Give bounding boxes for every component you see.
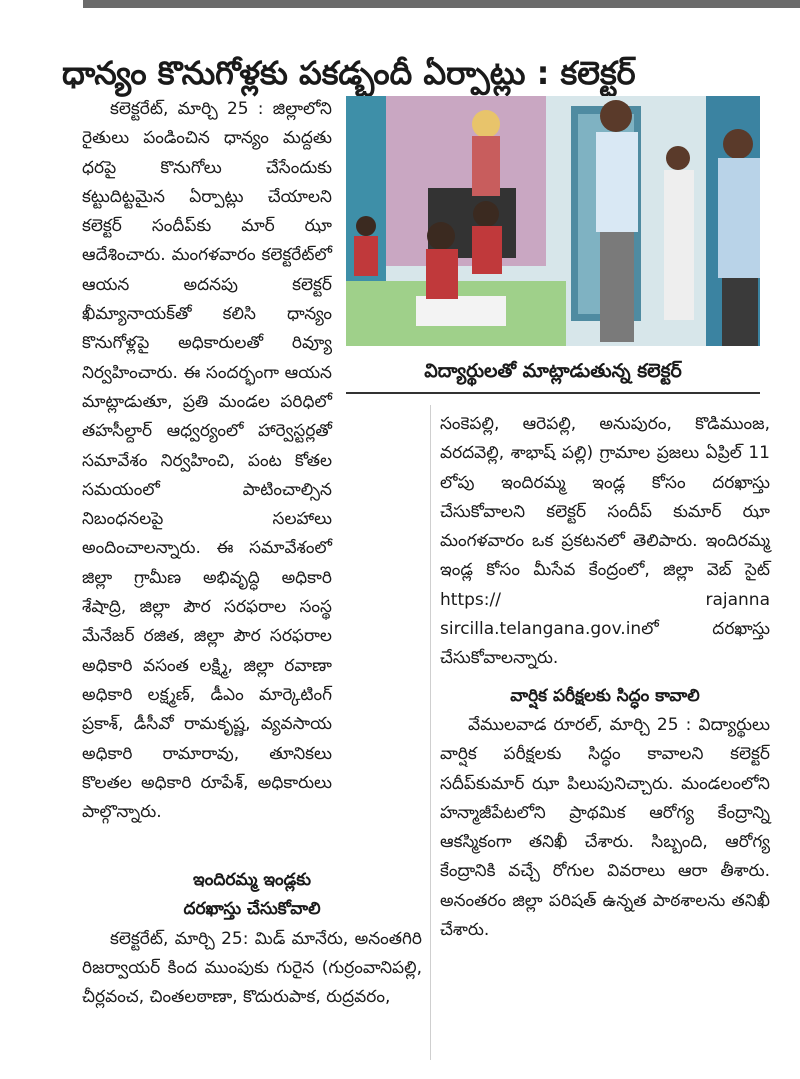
story3-subhead: వార్షిక పరీక్షలకు సిద్ధం కావాలి bbox=[510, 685, 700, 706]
column-divider bbox=[430, 405, 431, 1060]
story2-subhead-line2: దరఖాస్తు చేసుకోవాలి bbox=[183, 899, 321, 920]
headline: ధాన్యం కొనుగోళ్లకు పకడ్బందీ ఏర్పాట్లు : కలెక్టర్ bbox=[62, 54, 636, 93]
top-rule bbox=[83, 0, 800, 8]
story3-paragraph: వేములవాడ రూరల్, మార్చి 25 : విద్యార్థులు వార్షిక పరీక్షలకు సిద్ధం కావాలని కలెక్టర్ సదీప్‌కుమార్ ఝా పిలుపునిచ్చారు. మండలంలోని హన్మాజీపేటలోని ప్రాథమిక ఆరోగ్య కేంద్రాన్ని ఆకస్మికంగా తనిఖీ చేశారు. సిబ్బంది, ఆరోగ్య కేంద్రానికి వచ్చే రోగుల వివరాలు ఆరా తీశారు. అనంతరం జిల్లా పరిషత్ ఉన్నత పాఠశాలను తనిఖీ చేశారు. bbox=[440, 714, 770, 941]
left-column-lower bbox=[82, 858, 422, 1012]
left-column bbox=[82, 95, 422, 827]
story1-paragraph: కలెక్టరేట్, మార్చి 25 : జిల్లాలోని రైతులు పండించిన ధాన్యం మద్దతు ధరపై కొనుగోలు చేసేందుకు కట్టుదిట్టమైన ఏర్పాట్లు చేయాలని కలెక్టర్ సందీప్‌కు మార్ ఝా ఆదేశించారు. మంగళవారం కలెక్టరేట్‌లో ఆయన అదనపు కలెక్టర్ ఖీమ్యానాయక్‌తో కలిసి ధాన్యం కొనుగోళ్లపై అధికారులతో రివ్యూ నిర్వహించారు. ఈ సందర్భంగా ఆయన మాట్లాడుతూ, ప్రతి మండల పరిధిలో తహసీల్దార్ ఆధ్వర్యంలో హార్వెస్టర్లతో సమావేశం నిర్వహించి, పంట కోతల సమయంలో పాటించాల్సిన నిబంధనలపై సలహాలు అందించాలన్నారు. ఈ సమావేశంలో జిల్లా గ్రామీణ అభివృద్ధి అధికారి శేషాద్రి, జిల్లా పౌర సరఫరాల సంస్థ మేనేజర్ రజిత, జిల్లా పౌర సరఫరాల అధికారి వసంత లక్ష్మి, జిల్లా రవాణా అధికారి లక్ష్మణ్, డీఎం మార్కెటింగ్ ప్రకాశ్, డీసీవో రామకృష్ణ, వ్యవసాయ అధికారి రామారావు, తూనికలు కొలతల అధికారి రూపేశ్, అధికారులు పాల్గొన్నారు. bbox=[82, 99, 332, 823]
story2-paragraph-part1: కలెక్టరేట్, మార్చి 25: మిడ్ మానేరు, అనంతగిరి రిజర్వాయర్ కింద ముంపుకు గురైన (గుర్రంవానిపల్లి, చీర్లవంచ, చింతలఠాణా, కొదురుపాక, రుద్రవరం, bbox=[82, 928, 422, 1008]
photo-caption: విద్యార్థులతో మాట్లాడుతున్న కలెక్టర్ bbox=[346, 350, 760, 394]
right-column bbox=[440, 410, 770, 945]
story2-paragraph-part2: సంకెపల్లి, ఆరెపల్లి, అనుపురం, కొడిముంజ, వరదవెల్లి, శాభాష్ పల్లి) గ్రామాల ప్రజలు ఏప్రిల్ 11 లోపు ఇందిరమ్మ ఇండ్ల కోసం దరఖాస్తు చేసుకోవాలని కలెక్టర్ సందీప్ కుమార్ ఝా మంగళవారం ఒక ప్రకటనలో తెలిపారు. ఇందిరమ్మ ఇండ్ల కోసం మీసేవ కేంద్రంలో, జిల్లా వెబ్ సైట్ https:// rajanna sircilla.telangana.gov.inలో దరఖాస్తు చేసుకోవాలన్నారు. bbox=[440, 414, 770, 669]
story2-subhead-line1: ఇందిరమ్మ ఇండ్లకు bbox=[193, 870, 311, 890]
